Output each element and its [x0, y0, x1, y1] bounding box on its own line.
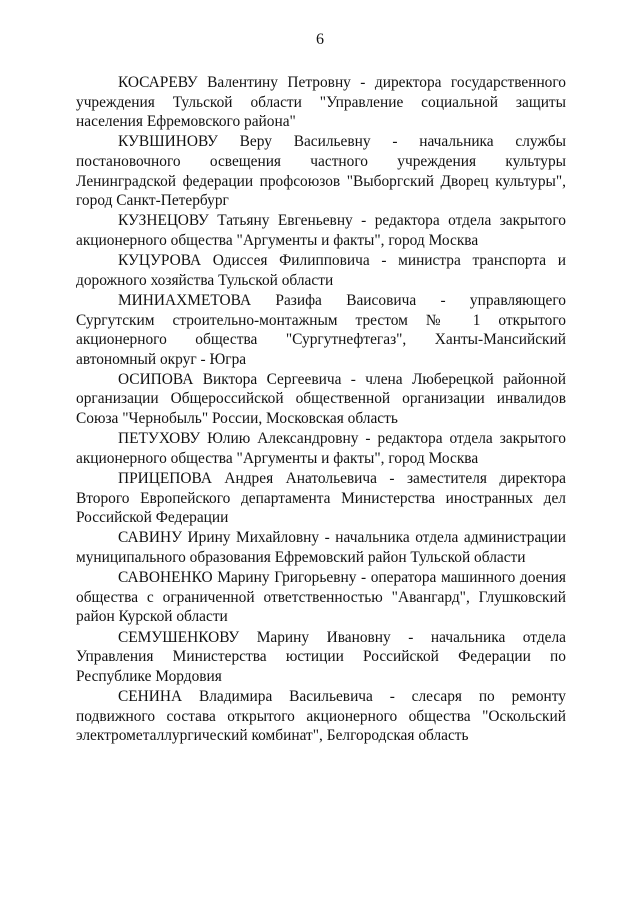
award-entry-petukhova: ПЕТУХОВУ Юлию Александровну - редактора отдела закрытого акционерного общества "Аргументы и факты", город Москва: [76, 430, 566, 467]
award-entry-kuvshinova: КУВШИНОВУ Веру Васильевну - начальника службы постановочного освещения частного учреждения культуры Ленинградской федерации профсоюзов "Выборгский Дворец культуры", город Санкт-Петербург: [76, 133, 566, 210]
page-number: 6: [316, 31, 324, 48]
award-entry-pritsepov: ПРИЦЕПОВА Андрея Анатольевича - заместителя директора Второго Европейского департамента Министерства иностранных дел Российской Федерации: [76, 470, 566, 527]
award-entry-osipov: ОСИПОВА Виктора Сергеевича - члена Люберецкой районной организации Общероссийской общественной организации инвалидов Союза "Чернобыль" России, Московская область: [76, 370, 566, 428]
award-entry-savina: САВИНУ Ирину Михайловну - начальника отдела администрации муниципального образования Ефремовский район Тульской области: [76, 529, 566, 566]
award-entry-semushenkova: СЕМУШЕНКОВУ Марину Ивановну - начальника отдела Управления Министерства юстиции Российской Федерации по Республике Мордовия: [76, 628, 566, 685]
award-entry-kuznetsova: КУЗНЕЦОВУ Татьяну Евгеньевну - редактора отдела закрытого акционерного общества "Аргументы и факты", город Москва: [76, 212, 566, 249]
award-entry-miniakhmetov: МИНИАХМЕТОВА Разифа Ваисовича - управляющего Сургутским строительно-монтажным трестом № 1 открытого акционерного общества "Сургутнефтегаз", Ханты-Мансийский автономный округ - Югра: [76, 291, 566, 368]
award-entry-kutsurov: КУЦУРОВА Одиссея Филипповича - министра транспорта и дорожного хозяйства Тульской области: [76, 252, 566, 289]
award-entry-senin: СЕНИНА Владимира Васильевича - слесаря по ремонту подвижного состава открытого акционерного общества "Оскольский электрометаллургический комбинат", Белгородская область: [76, 687, 566, 745]
award-entry-kosareva: КОСАРЕВУ Валентину Петровну - директора государственного учреждения Тульской области "Управление социальной защиты населения Ефремовского района": [76, 74, 566, 131]
document-body: [76, 73, 566, 746]
award-entry-savonenko: САВОНЕНКО Марину Григорьевну - оператора машинного доения общества с ограниченной ответственностью "Авангард", Глушковский район Курской области: [76, 569, 566, 626]
